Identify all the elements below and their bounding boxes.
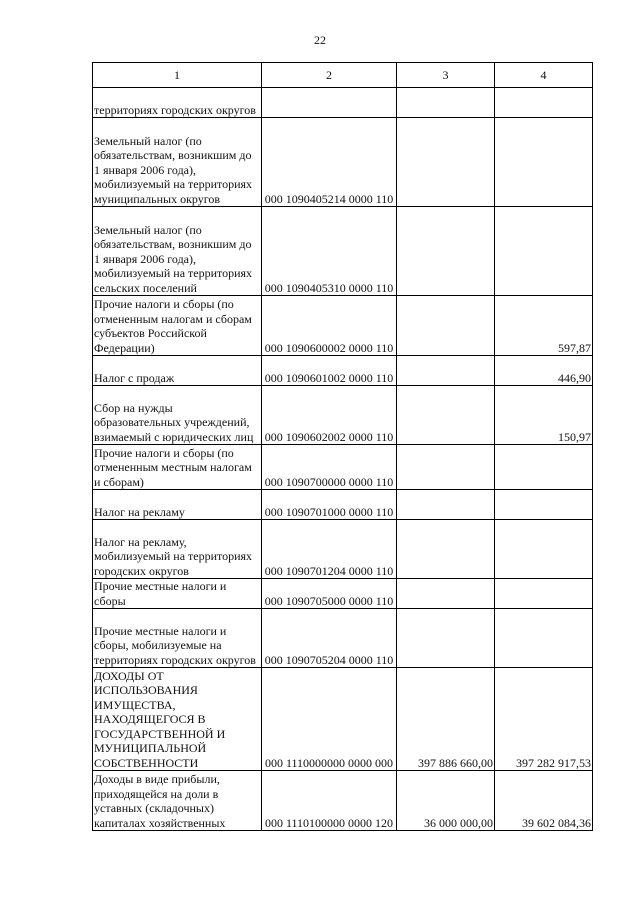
- row-name: ДОХОДЫ ОТ ИСПОЛЬЗОВАНИЯ ИМУЩЕСТВА, НАХОДЯЩЕГОСЯ В ГОСУДАРСТВЕННОЙ И МУНИЦИПАЛЬНОЙ СОБСТВЕННОСТИ: [93, 668, 262, 771]
- row-code: 000 1110000000 0000 000: [262, 668, 397, 771]
- row-value-4: 597,87: [495, 296, 593, 356]
- row-value-3: [397, 296, 495, 356]
- row-value-3: [397, 520, 495, 579]
- row-value-4: [495, 88, 593, 118]
- table-row: [93, 520, 593, 579]
- table-row: [93, 386, 593, 445]
- table-row: [93, 88, 593, 118]
- row-value-4: [495, 579, 593, 609]
- row-code: 000 1090705000 0000 110: [262, 579, 397, 609]
- row-code: 000 1090601002 0000 110: [262, 356, 397, 386]
- table-row: [93, 490, 593, 520]
- row-value-4: [495, 490, 593, 520]
- row-code: 000 1090405310 0000 110: [262, 207, 397, 296]
- table-row: [93, 609, 593, 668]
- row-code: [262, 88, 397, 118]
- table-row: [93, 118, 593, 207]
- row-value-3: [397, 579, 495, 609]
- col-header-4: 4: [495, 63, 593, 88]
- row-name: Прочие местные налоги и сборы: [93, 579, 262, 609]
- table-row: [93, 668, 593, 771]
- row-name: Доходы в виде прибыли, приходящейся на доли в уставных (складочных) капиталах хозяйственных: [93, 771, 262, 831]
- row-code: 000 1110100000 0000 120: [262, 771, 397, 831]
- table-row: [93, 579, 593, 609]
- row-name: Сбор на нужды образовательных учреждений, взимаемый с юридических лиц: [93, 386, 262, 445]
- row-code: 000 1090405214 0000 110: [262, 118, 397, 207]
- row-value-3: [397, 490, 495, 520]
- row-value-4: 397 282 917,53: [495, 668, 593, 771]
- table-row: [93, 296, 593, 356]
- row-value-4: [495, 207, 593, 296]
- row-value-3: [397, 609, 495, 668]
- row-value-3: [397, 445, 495, 490]
- row-value-4: [495, 445, 593, 490]
- row-value-3: [397, 118, 495, 207]
- row-value-3: 36 000 000,00: [397, 771, 495, 831]
- row-code: 000 1090700000 0000 110: [262, 445, 397, 490]
- row-code: 000 1090600002 0000 110: [262, 296, 397, 356]
- row-code: 000 1090701000 0000 110: [262, 490, 397, 520]
- row-name: Прочие местные налоги и сборы, мобилизуемые на территориях городских округов: [93, 609, 262, 668]
- budget-table: [92, 62, 593, 831]
- table-row: [93, 207, 593, 296]
- row-name: Земельный налог (по обязательствам, возникшим до 1 января 2006 года), мобилизуемый на территориях муниципальных округов: [93, 118, 262, 207]
- row-value-3: 397 886 660,00: [397, 668, 495, 771]
- header-row: [93, 63, 593, 88]
- col-header-1: 1: [93, 63, 262, 88]
- row-value-4: 446,90: [495, 356, 593, 386]
- row-name: Земельный налог (по обязательствам, возникшим до 1 января 2006 года), мобилизуемый на территориях сельских поселений: [93, 207, 262, 296]
- row-value-4: 150,97: [495, 386, 593, 445]
- row-value-3: [397, 207, 495, 296]
- row-name: территориях городских округов: [93, 88, 262, 118]
- col-header-3: 3: [397, 63, 495, 88]
- row-value-4: [495, 520, 593, 579]
- row-value-3: [397, 88, 495, 118]
- row-name: Налог с продаж: [93, 356, 262, 386]
- row-value-3: [397, 356, 495, 386]
- row-code: 000 1090602002 0000 110: [262, 386, 397, 445]
- row-code: 000 1090701204 0000 110: [262, 520, 397, 579]
- row-name: Прочие налоги и сборы (по отмененным местным налогам и сборам): [93, 445, 262, 490]
- table-row: [93, 771, 593, 831]
- row-name: Налог на рекламу, мобилизуемый на территориях городских округов: [93, 520, 262, 579]
- table-row: [93, 356, 593, 386]
- row-code: 000 1090705204 0000 110: [262, 609, 397, 668]
- table-row: [93, 445, 593, 490]
- row-value-4: [495, 118, 593, 207]
- col-header-2: 2: [262, 63, 397, 88]
- row-value-4: 39 602 084,36: [495, 771, 593, 831]
- row-value-3: [397, 386, 495, 445]
- page-number: 22: [314, 33, 326, 47]
- row-name: Прочие налоги и сборы (по отмененным налогам и сборам субъектов Российской Федерации): [93, 296, 262, 356]
- row-value-4: [495, 609, 593, 668]
- row-name: Налог на рекламу: [93, 490, 262, 520]
